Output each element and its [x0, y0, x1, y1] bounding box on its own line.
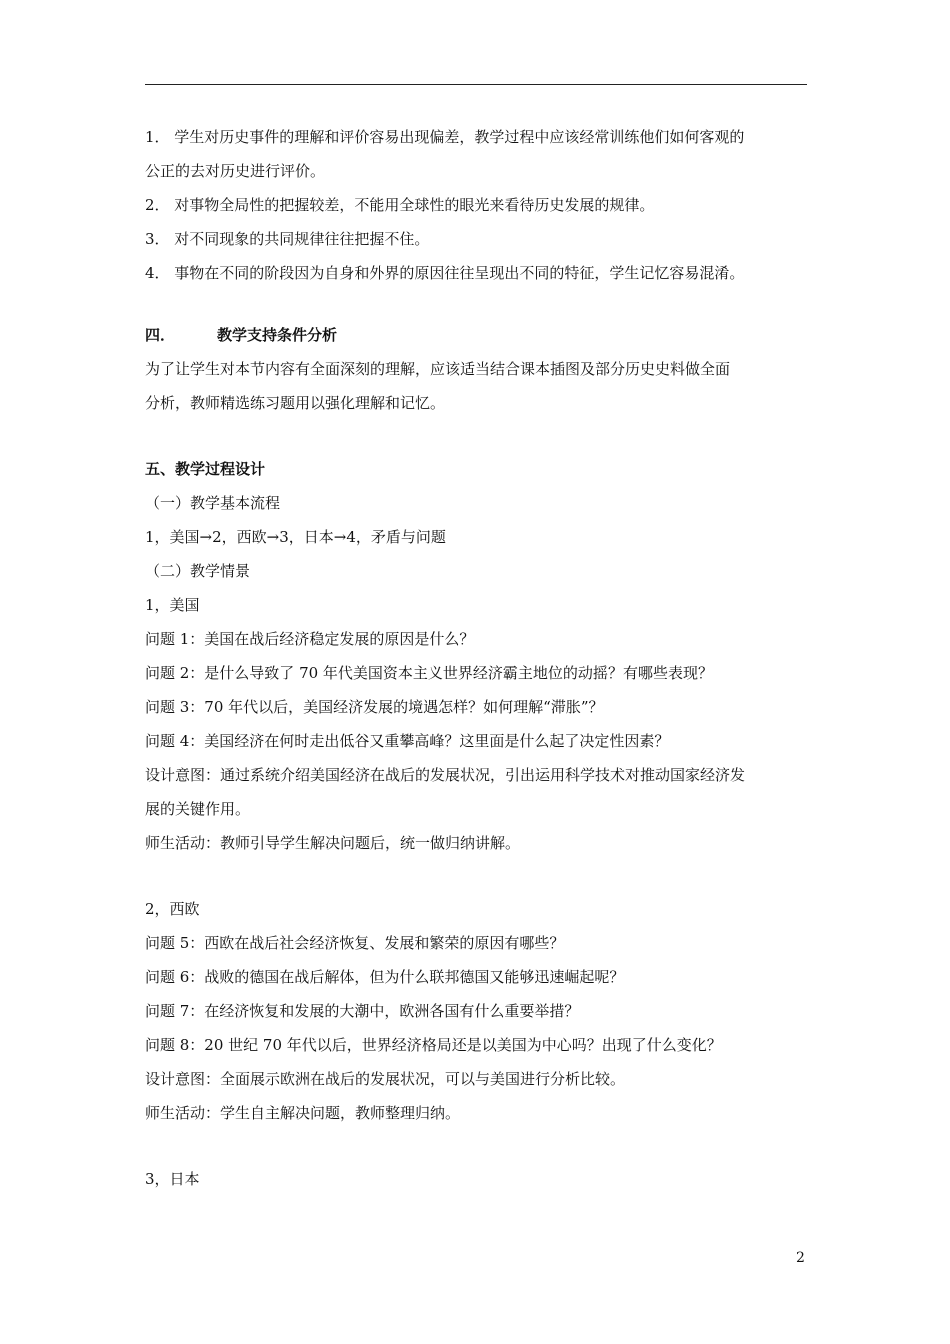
- question-8: 问题 8：20 世纪 70 年代以后，世界经济格局还是以美国为中心吗？出现了什么变化？: [145, 1036, 722, 1054]
- question-2: 问题 2：是什么导致了 70 年代美国资本主义世界经济霸主地位的动摇？有哪些表现？: [145, 664, 713, 682]
- document-body: [145, 120, 813, 1196]
- list-item-3: 3． 对不同现象的共同规律往往把握不住。: [145, 230, 430, 248]
- page-number: 2: [796, 1250, 805, 1266]
- flow-line: 1，美国→2，西欧→3，日本→4，矛盾与问题: [145, 528, 446, 546]
- usa-heading: 1，美国: [145, 596, 200, 614]
- spacer: [145, 860, 813, 892]
- europe-activity: 师生活动：学生自主解决问题，教师整理归纳。: [145, 1104, 461, 1122]
- usa-activity: 师生活动：教师引导学生解决问题后，统一做归纳讲解。: [145, 834, 521, 852]
- subsection-1-title: （一）教学基本流程: [145, 494, 281, 512]
- usa-design-intent-line-2: 展的关键作用。: [145, 800, 251, 818]
- spacer: [145, 420, 813, 452]
- usa-design-intent-line-1: 设计意图：通过系统介绍美国经济在战后的发展状况，引出运用科学技术对推动国家经济发: [145, 766, 746, 784]
- section-4-heading: [145, 318, 813, 352]
- header-rule: [145, 84, 807, 85]
- spacer: [145, 1130, 813, 1162]
- section-4-title: 教学支持条件分析: [217, 326, 338, 344]
- list-item-2: 2． 对事物全局性的把握较差，不能用全球性的眼光来看待历史发展的规律。: [145, 196, 655, 214]
- section-5-title: 五、教学过程设计: [145, 460, 266, 478]
- europe-design-intent: 设计意图：全面展示欧洲在战后的发展状况，可以与美国进行分析比较。: [145, 1070, 626, 1088]
- question-3: 问题 3：70 年代以后，美国经济发展的境遇怎样？如何理解“滞胀”？: [145, 698, 604, 716]
- list-item-4: 4． 事物在不同的阶段因为自身和外界的原因往往呈现出不同的特征，学生记忆容易混淆。: [145, 264, 745, 282]
- question-4: 问题 4：美国经济在何时走出低谷又重攀高峰？这里面是什么起了决定性因素？: [145, 732, 670, 750]
- spacer: [145, 290, 813, 318]
- section-4-number: 四．: [145, 326, 176, 344]
- section-4-paragraph-line-2: 分析，教师精选练习题用以强化理解和记忆。: [145, 394, 446, 412]
- japan-heading: 3，日本: [145, 1170, 200, 1188]
- list-item-1-line-1: 1． 学生对历史事件的理解和评价容易出现偏差，教学过程中应该经常训练他们如何客观的: [145, 128, 745, 146]
- question-6: 问题 6：战败的德国在战后解体，但为什么联邦德国又能够迅速崛起呢？: [145, 968, 625, 986]
- list-item-1-line-2: 公正的去对历史进行评价。: [145, 162, 326, 180]
- section-4-paragraph-line-1: 为了让学生对本节内容有全面深刻的理解，应该适当结合课本插图及部分历史史料做全面: [145, 360, 731, 378]
- question-5: 问题 5：西欧在战后社会经济恢复、发展和繁荣的原因有哪些？: [145, 934, 565, 952]
- subsection-2-title: （二）教学情景: [145, 562, 251, 580]
- question-1: 问题 1：美国在战后经济稳定发展的原因是什么？: [145, 630, 475, 648]
- europe-heading: 2，西欧: [145, 900, 200, 918]
- question-7: 问题 7：在经济恢复和发展的大潮中，欧洲各国有什么重要举措？: [145, 1002, 580, 1020]
